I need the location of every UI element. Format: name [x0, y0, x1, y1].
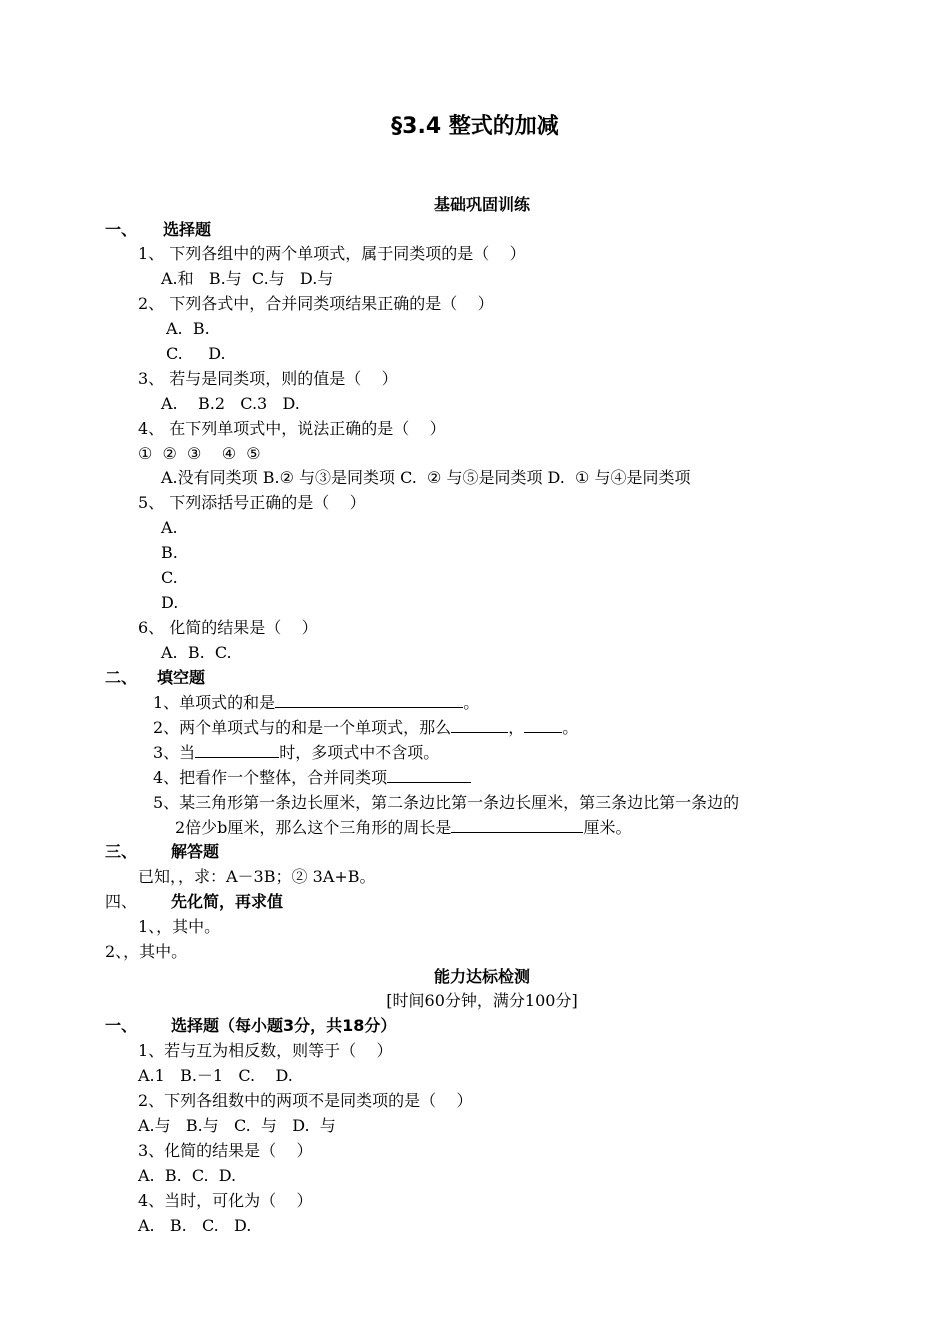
question-5-option-a: A. — [161, 518, 178, 537]
question-2-options-cd: C. D. — [166, 344, 226, 363]
part-number: 一、 — [105, 1016, 138, 1035]
solve-1: 已知，，求：A－3B；② 3A+B。 — [138, 867, 376, 886]
fill-4-text: 4、把看作一个整体，合并同类项 — [153, 768, 388, 787]
question-4-options: A.没有同类项 B.② 与③是同类项 C. ② 与⑤是同类项 D. ① 与④是同类项 — [161, 468, 691, 487]
question-2-3: 3、化简的结果是（ ） — [138, 1141, 313, 1160]
question-3-options: A. B.2 C.3 D. — [161, 394, 300, 413]
part-title: 先化简，再求值 — [171, 892, 284, 911]
question-2-3-options: A. B. C. D. — [138, 1166, 237, 1185]
answer-blank — [275, 692, 463, 708]
question-2: 2、 下列各式中，合并同类项结果正确的是（ ） — [138, 294, 494, 313]
part-number: 一、 — [105, 220, 138, 239]
question-2-2: 2、下列各组数中的两项不是同类项的是（ ） — [138, 1091, 473, 1110]
fill-5-line-2 — [175, 817, 631, 839]
fill-2-end: 。 — [562, 718, 579, 737]
question-3: 3、 若与是同类项，则的值是（ ） — [138, 369, 398, 388]
answer-blank — [387, 767, 471, 783]
fill-3-text: 3、当 — [153, 743, 196, 762]
question-4: 4、 在下列单项式中，说法正确的是（ ） — [138, 419, 446, 438]
part-heading-solve — [105, 841, 219, 863]
part-number: 三、 — [105, 842, 138, 861]
part-title: 选择题（每小题3分，共18分） — [171, 1016, 397, 1035]
fill-3 — [153, 742, 439, 764]
question-6-options: A. B. C. — [161, 643, 232, 662]
part-number: 二、 — [105, 668, 138, 687]
section-heading-ability: 能力达标检测 — [433, 967, 530, 986]
fill-5-end: 厘米。 — [583, 818, 632, 837]
part-title: 填空题 — [157, 668, 206, 687]
part-heading-fill — [105, 667, 205, 689]
fill-2-sep: ， — [508, 718, 525, 737]
fill-3-end: 时，多项式中不含项。 — [279, 743, 440, 762]
question-2-2-options: A.与 B.与 C. 与 D. 与 — [138, 1116, 336, 1135]
question-5-option-c: C. — [161, 568, 178, 587]
fill-4 — [153, 767, 471, 789]
part-heading-choice — [105, 219, 211, 241]
fill-5-text: 2倍少b厘米，那么这个三角形的周长是 — [175, 818, 452, 837]
question-5-option-d: D. — [161, 593, 179, 612]
answer-blank — [451, 717, 508, 733]
part-heading-simplify — [105, 891, 283, 913]
question-2-1: 1、若与互为相反数，则等于（ ） — [138, 1041, 393, 1060]
part-title: 解答题 — [171, 842, 220, 861]
part-number: 四、 — [105, 892, 138, 911]
evaluate-2: 2、，其中。 — [105, 942, 188, 961]
question-2-4-options: A. B. C. D. — [138, 1216, 252, 1235]
part-heading-choice-2 — [105, 1015, 396, 1037]
fill-2-text: 2、两个单项式与的和是一个单项式，那么 — [153, 718, 452, 737]
fill-5-line-1: 5、某三角形第一条边长厘米，第二条边比第一条边长厘米，第三条边比第一条边的 — [153, 793, 740, 812]
part-title: 选择题 — [163, 220, 212, 239]
fill-1-text: 1、单项式的和是 — [153, 693, 276, 712]
answer-blank — [451, 817, 583, 833]
question-6: 6、 化简的结果是（ ） — [138, 618, 318, 637]
question-5: 5、 下列添括号正确的是（ ） — [138, 493, 366, 512]
evaluate-1: 1、，其中。 — [138, 917, 221, 936]
question-2-4: 4、当时，可化为（ ） — [138, 1191, 313, 1210]
section-subheading: [时间60分钟，满分100分] — [386, 991, 578, 1010]
fill-1 — [153, 692, 479, 714]
question-5-option-b: B. — [161, 543, 178, 562]
question-2-1-options: A.1 B.－1 C. D. — [138, 1066, 293, 1085]
fill-1-end: 。 — [463, 693, 480, 712]
section-heading-basic: 基础巩固训练 — [433, 195, 530, 214]
question-1-options: A.和 B.与 C.与 D.与 — [161, 269, 334, 288]
question-1: 1、 下列各组中的两个单项式，属于同类项的是（ ） — [138, 244, 526, 263]
question-2-options-ab: A. B. — [166, 319, 210, 338]
page-title: §3.4 整式的加减 — [391, 114, 559, 139]
answer-blank — [195, 742, 279, 758]
fill-2 — [153, 717, 578, 739]
answer-blank — [524, 717, 562, 733]
question-4-items: ① ② ③ ④ ⑤ — [138, 444, 261, 463]
